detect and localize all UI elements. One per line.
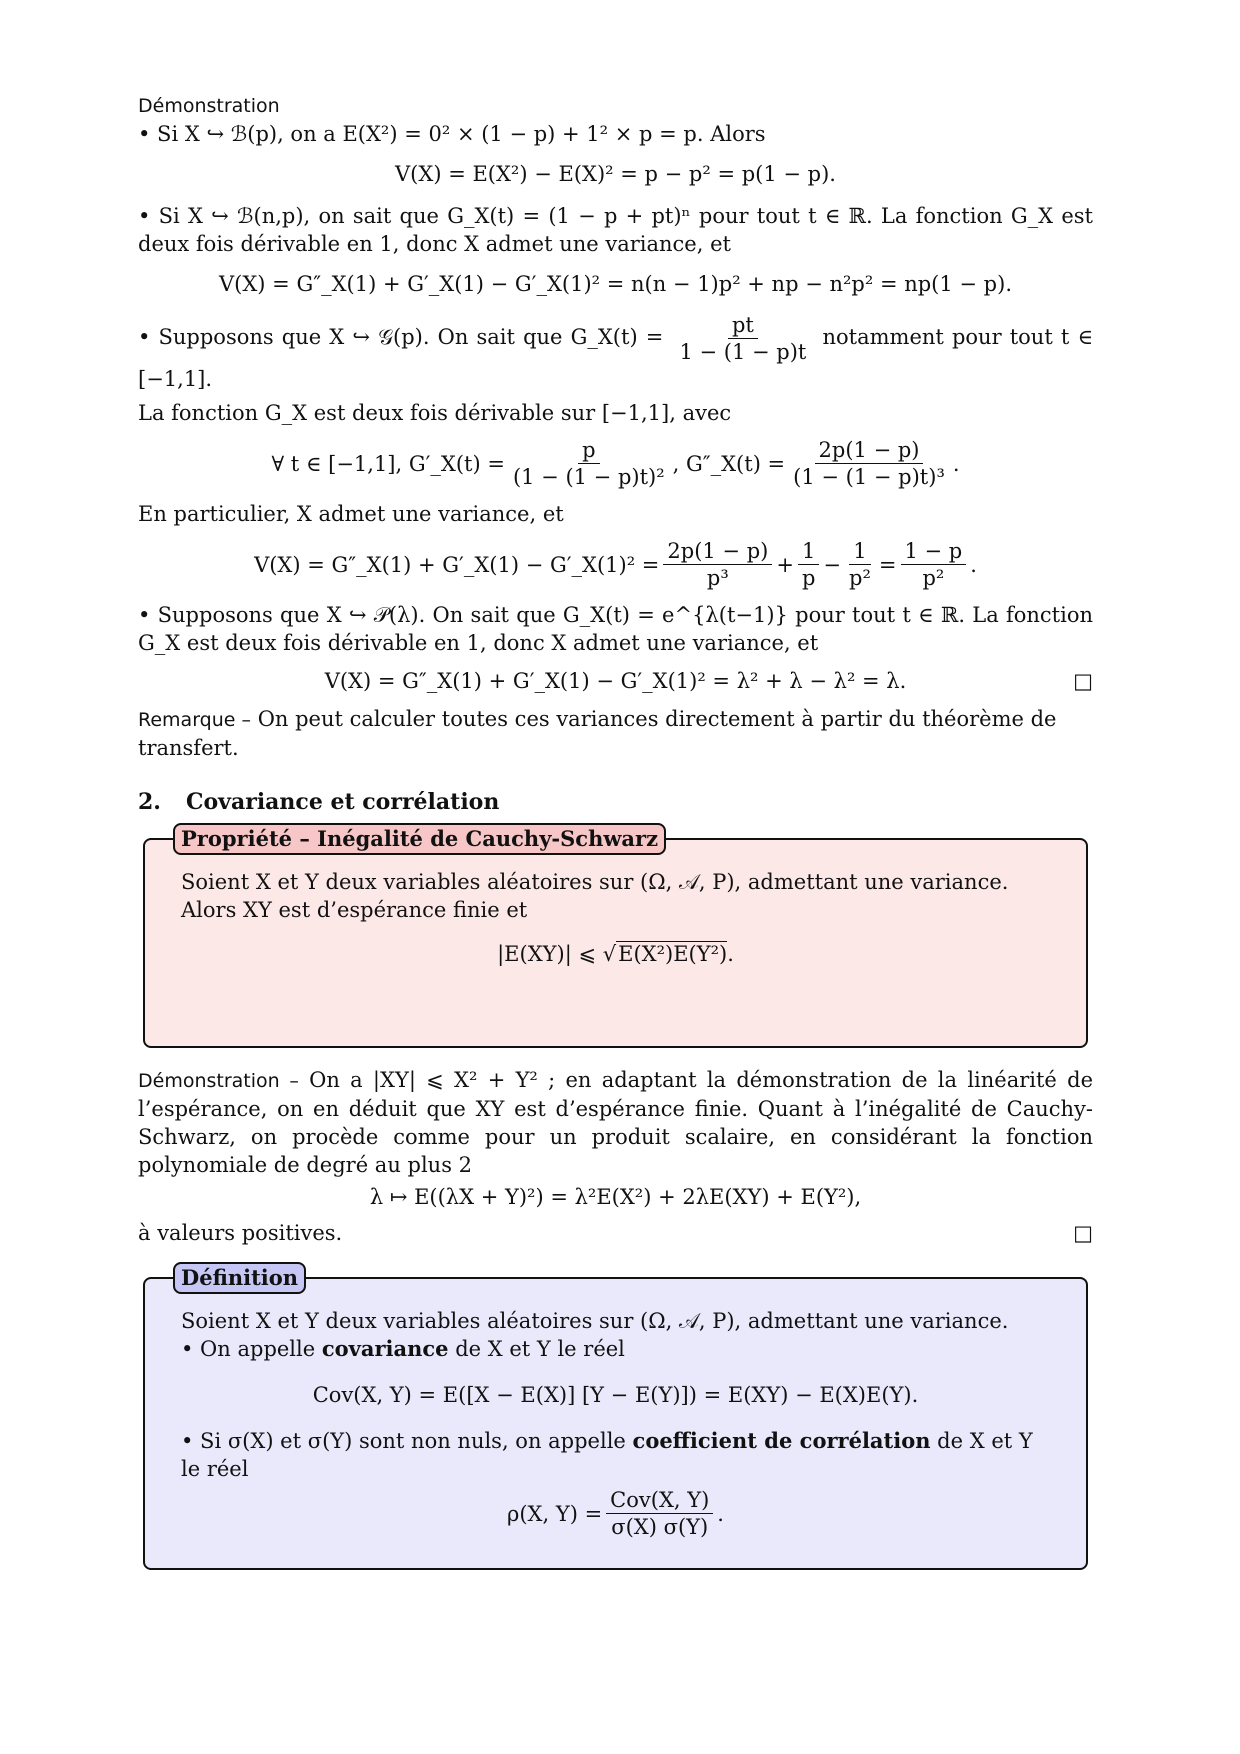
- definition-label: Définition: [173, 1262, 306, 1294]
- fraction-numerator: 2p(1 − p): [815, 437, 924, 464]
- text: • On appelle: [181, 1337, 322, 1361]
- fraction-denominator: 1 − (1 − p)t: [679, 340, 807, 364]
- qed-symbol: □: [1073, 669, 1093, 693]
- demo2-paragraph: [138, 1066, 1093, 1179]
- correlation-intro: [181, 1427, 1050, 1483]
- poisson-intro: • Supposons que X ↪ 𝒫(λ). On sait que G_X(t) = e^{λ(t−1)} pour tout t ∈ ℝ. La fonction G_X est deux fois dérivable en 1, donc X admet une variance, et: [138, 603, 1093, 655]
- binomial-intro: • Si X ↪ ℬ(n,p), on sait que G_X(t) = (1 − p + pt)ⁿ pour tout t ∈ ℝ. La fonction G_X est deux fois dérivable en 1, donc X admet une variance, et: [138, 204, 1093, 256]
- geometric-variance-equation: V(X) = G″_X(1) + G′_X(1) − G′_X(1)² = $\frac{2p(1 - p)}{\text{p³}}$ + $\frac{1}{p}$ − $\frac{1}{\text{p²}}$ = $\frac{1 - p}{\text{p²}}$ .: [254, 539, 977, 590]
- fraction-denominator: p²: [849, 566, 871, 590]
- covariance-equation: Cov(X, Y) = E([X − E(X)] [Y − E(Y)]) = E(XY) − E(X)E(Y).: [312, 1383, 919, 1407]
- fraction: [798, 538, 819, 591]
- fraction-denominator: (1 − (1 − p)t)³: [793, 465, 945, 489]
- eq-text: , G″_X(t) =: [672, 451, 786, 476]
- eq-text: ρ(X, Y) =: [507, 1501, 603, 1526]
- poisson-equation: V(X) = G″_X(1) + G′_X(1) − G′_X(1)² = λ² + λ − λ² = λ.: [324, 669, 907, 693]
- definition-box: [143, 1265, 1088, 1570]
- correlation-term: coefficient de corrélation: [632, 1428, 931, 1453]
- section-title: Covariance et corrélation: [186, 789, 500, 815]
- fraction: [509, 437, 669, 490]
- property-line-2: Alors XY est d’espérance finie et: [181, 898, 528, 922]
- geometric-intro: [138, 312, 1093, 393]
- bernoulli-intro: • Si X ↪ ℬ(p), on a E(X²) = 0² × (1 − p) + 1² × p = p. Alors: [138, 122, 766, 146]
- cauchy-schwarz-inequality: |E(XY)| ⩽ √E(X²)E(Y²).: [497, 942, 734, 966]
- bernoulli-equation: V(X) = E(X²) − E(X)² = p − p² = p(1 − p).: [395, 162, 836, 186]
- fraction-numerator: 2p(1 − p): [663, 538, 772, 565]
- eq-text: ∀ t ∈ [−1,1], G′_X(t) =: [271, 451, 505, 476]
- geometric-pgf-fraction: [675, 312, 810, 365]
- geometric-intro-b: notamment pour tout t ∈ [−1,1].: [138, 325, 1093, 391]
- poisson-equation-row: [138, 667, 1093, 695]
- fraction-numerator: 1: [849, 538, 870, 565]
- geometric-particular: En particulier, X admet une variance, et: [138, 502, 564, 526]
- sqrt-radicand: E(X²)E(Y²): [618, 942, 728, 966]
- fraction-denominator: p²: [922, 566, 945, 590]
- fraction-denominator: σ(X) σ(Y): [611, 1515, 709, 1539]
- property-box: [143, 826, 1088, 1048]
- property-line-1: Soient X et Y deux variables aléatoires sur (Ω, 𝒜, P), admettant une variance.: [181, 870, 1009, 894]
- fraction-denominator: p: [801, 566, 816, 590]
- fraction-numerator: Cov(X, Y): [606, 1487, 713, 1514]
- fraction: [606, 1487, 713, 1540]
- covariance-term: covariance: [321, 1336, 449, 1361]
- covariance-intro: [181, 1335, 1050, 1363]
- demo2-equation: λ ↦ E((λX + Y)²) = λ²E(X²) + 2λE(XY) + E(Y²),: [369, 1185, 862, 1209]
- remark-label: Remarque –: [138, 709, 251, 731]
- geometric-intro-c: La fonction G_X est deux fois dérivable sur [−1,1], avec: [138, 401, 732, 425]
- fraction-denominator: p³: [706, 566, 729, 590]
- fraction: [789, 437, 949, 490]
- fraction-denominator: (1 − (1 − p)t)²: [512, 465, 665, 489]
- fraction-numerator: 1 − p: [901, 538, 967, 565]
- correlation-equation: ρ(X, Y) = $\frac{\text{Cov(X, Y)}}{\sigma(X) \sigma(Y)}$ .: [507, 1488, 724, 1539]
- demo2-after: [138, 1219, 1093, 1247]
- remark: [138, 705, 1093, 762]
- fraction: [845, 538, 875, 591]
- eq-text: V(X) = G″_X(1) + G′_X(1) − G′_X(1)² =: [254, 552, 660, 577]
- remark-text: On peut calculer toutes ces variances directement à partir du théorème de transfert.: [138, 707, 1057, 760]
- fraction: [663, 538, 772, 591]
- text: • Si σ(X) et σ(Y) sont non nuls, on appelle: [181, 1429, 633, 1453]
- page: [138, 92, 1093, 1588]
- binomial-equation: V(X) = G″_X(1) + G′_X(1) − G′_X(1)² = n(n − 1)p² + np − n²p² = np(1 − p).: [219, 272, 1012, 296]
- ineq-lead: |E(XY)| ⩽: [497, 942, 603, 966]
- demo2-text: On a |XY| ⩽ X² + Y² ; en adaptant la démonstration de la linéarité de l’espérance, on en déduit que XY est d’espérance finie. Quant à l’inégalité de Cauchy-Schwarz, on procède comme pour un produit scalaire, en considérant la fonction polynomiale de degré au plus 2: [138, 1068, 1093, 1177]
- definition-line-1: Soient X et Y deux variables aléatoires sur (Ω, 𝒜, P), admettant une variance.: [181, 1309, 1009, 1333]
- fraction-numerator: pt: [728, 312, 758, 339]
- fraction: [901, 538, 967, 591]
- geometric-derivatives-equation: ∀ t ∈ [−1,1], G′_X(t) = $\frac{p}{\text{(1 − (1 − p)t)²}}$ , G″_X(t) = $\frac{2p(1 - p)}{\text{(1 − (1 − p)t)³}}$ .: [271, 438, 960, 489]
- qed-symbol: □: [1073, 1221, 1093, 1245]
- fraction-numerator: 1: [798, 538, 819, 565]
- demo2-after-text: à valeurs positives.: [138, 1221, 343, 1245]
- text: de X et Y le réel: [181, 1429, 1033, 1481]
- text: de X et Y le réel: [448, 1337, 625, 1361]
- geometric-intro-a: • Supposons que X ↪ 𝒢(p). On sait que G_X(t) =: [138, 325, 664, 349]
- demo2-label: Démonstration –: [138, 1070, 299, 1092]
- property-label: Propriété – Inégalité de Cauchy-Schwarz: [173, 823, 666, 855]
- demo-title: Démonstration: [138, 95, 280, 117]
- section-heading: [138, 788, 1093, 816]
- section-number: 2.: [138, 789, 161, 815]
- fraction-numerator: p: [578, 437, 599, 464]
